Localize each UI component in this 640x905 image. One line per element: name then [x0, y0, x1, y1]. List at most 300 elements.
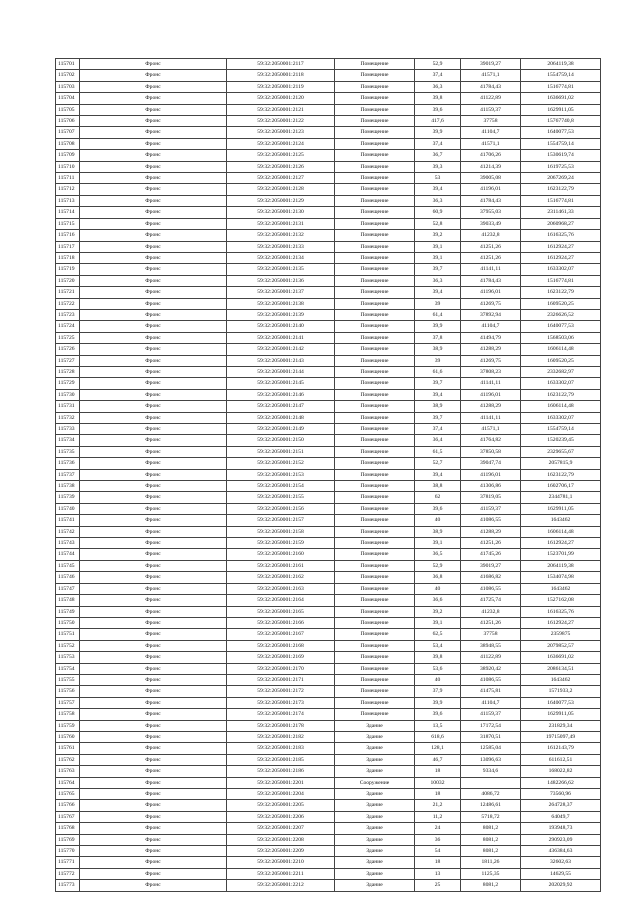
cadastral-number-cell: 59:32:2050001:2149 — [227, 424, 335, 435]
object-type-cell: Помещение — [335, 218, 415, 229]
specific-cost-cell: 41196,01 — [461, 469, 521, 480]
municipality-cell: Фронс — [80, 515, 227, 526]
object-type-cell: Помещение — [335, 515, 415, 526]
area-cell: 60,9 — [415, 207, 461, 218]
table-row — [56, 526, 601, 537]
specific-cost-cell: 8081,2 — [461, 880, 521, 891]
row-number: 115763 — [56, 766, 80, 777]
specific-cost-cell: 37808,23 — [461, 366, 521, 377]
municipality-cell: Фронс — [80, 321, 227, 332]
cadastral-value-cell: 1612924,27 — [521, 252, 601, 263]
area-cell: 61,6 — [415, 366, 461, 377]
area-cell: 39 — [415, 298, 461, 309]
municipality-cell: Фронс — [80, 492, 227, 503]
area-cell: 39,9 — [415, 321, 461, 332]
cadastral-value-cell: 1527162,08 — [521, 595, 601, 606]
object-type-cell: Помещение — [335, 549, 415, 560]
object-type-cell: Помещение — [335, 127, 415, 138]
table-row — [56, 720, 601, 731]
specific-cost-cell: 13096,63 — [461, 754, 521, 765]
specific-cost-cell: 12585,04 — [461, 743, 521, 754]
cadastral-number-cell: 59:32:2050001:2124 — [227, 138, 335, 149]
cadastral-number-cell: 59:32:2050001:2172 — [227, 686, 335, 697]
row-number: 115729 — [56, 378, 80, 389]
area-cell: 39,1 — [415, 252, 461, 263]
row-number: 115746 — [56, 572, 80, 583]
area-cell: 36,8 — [415, 572, 461, 583]
cadastral-number-cell: 59:32:2050001:2137 — [227, 287, 335, 298]
municipality-cell: Фронс — [80, 766, 227, 777]
row-number: 115739 — [56, 492, 80, 503]
table-row — [56, 241, 601, 252]
table-row — [56, 731, 601, 742]
cadastral-value-cell: 1623122,79 — [521, 184, 601, 195]
municipality-cell: Фронс — [80, 560, 227, 571]
object-type-cell: Здание — [335, 800, 415, 811]
cadastral-number-cell: 59:32:2050001:2120 — [227, 93, 335, 104]
cadastral-number-cell: 59:32:2050001:2148 — [227, 412, 335, 423]
specific-cost-cell: 37850,58 — [461, 446, 521, 457]
specific-cost-cell: 41104,7 — [461, 321, 521, 332]
municipality-cell: Фронс — [80, 720, 227, 731]
area-cell: 40 — [415, 674, 461, 685]
object-type-cell: Помещение — [335, 150, 415, 161]
specific-cost-cell: 8081,2 — [461, 846, 521, 857]
row-number: 115730 — [56, 389, 80, 400]
area-cell: 53,6 — [415, 663, 461, 674]
row-number: 115769 — [56, 834, 80, 845]
specific-cost-cell: 39047,74 — [461, 458, 521, 469]
cadastral-number-cell: 59:32:2050001:2141 — [227, 332, 335, 343]
municipality-cell: Фронс — [80, 777, 227, 788]
cadastral-number-cell: 59:32:2050001:2125 — [227, 150, 335, 161]
object-type-cell: Помещение — [335, 674, 415, 685]
cadastral-value-cell: 1534074,98 — [521, 572, 601, 583]
cadastral-number-cell: 59:32:2050001:2127 — [227, 173, 335, 184]
object-type-cell: Помещение — [335, 332, 415, 343]
cadastral-number-cell: 59:32:2050001:2154 — [227, 481, 335, 492]
cadastral-number-cell: 59:32:2050001:2212 — [227, 880, 335, 891]
table-row — [56, 344, 601, 355]
cadastral-value-cell: 15767740,8 — [521, 116, 601, 127]
specific-cost-cell: 41306,86 — [461, 481, 521, 492]
row-number: 115721 — [56, 287, 80, 298]
specific-cost-cell: 41784,43 — [461, 81, 521, 92]
cadastral-value-cell: 1643462 — [521, 674, 601, 685]
cadastral-value-cell: 2359875 — [521, 629, 601, 640]
cadastral-value-cell: 2060968,27 — [521, 218, 601, 229]
cadastral-number-cell: 59:32:2050001:2119 — [227, 81, 335, 92]
cadastral-value-cell: 1623122,79 — [521, 287, 601, 298]
municipality-cell: Фронс — [80, 674, 227, 685]
cadastral-number-cell: 59:32:2050001:2173 — [227, 697, 335, 708]
cadastral-number-cell: 59:32:2050001:2142 — [227, 344, 335, 355]
object-type-cell: Помещение — [335, 686, 415, 697]
area-cell: 37,4 — [415, 424, 461, 435]
specific-cost-cell: 1811,26 — [461, 857, 521, 868]
cadastral-number-cell: 59:32:2050001:2132 — [227, 230, 335, 241]
row-number: 115708 — [56, 138, 80, 149]
cadastral-number-cell: 59:32:2050001:2140 — [227, 321, 335, 332]
table-row — [56, 583, 601, 594]
object-type-cell: Здание — [335, 834, 415, 845]
cadastral-number-cell: 59:32:2050001:2201 — [227, 777, 335, 788]
cadastral-number-cell: 59:32:2050001:2156 — [227, 503, 335, 514]
cadastral-value-cell: 1612924,27 — [521, 617, 601, 628]
municipality-cell: Фронс — [80, 161, 227, 172]
municipality-cell: Фронс — [80, 230, 227, 241]
row-number: 115770 — [56, 846, 80, 857]
specific-cost-cell: 38948,55 — [461, 640, 521, 651]
object-type-cell: Здание — [335, 846, 415, 857]
table-row — [56, 503, 601, 514]
area-cell: 39,1 — [415, 538, 461, 549]
cadastral-value-cell: 1643462 — [521, 583, 601, 594]
specific-cost-cell: 39005,08 — [461, 173, 521, 184]
specific-cost-cell: 41269,75 — [461, 298, 521, 309]
cadastral-number-cell: 59:32:2050001:2117 — [227, 59, 335, 70]
table-row — [56, 252, 601, 263]
cadastral-number-cell: 59:32:2050001:2146 — [227, 389, 335, 400]
table-row — [56, 538, 601, 549]
cadastral-value-cell: 1633302,07 — [521, 378, 601, 389]
cadastral-value-cell: 1616325,76 — [521, 230, 601, 241]
municipality-cell: Фронс — [80, 663, 227, 674]
area-cell: 39,1 — [415, 617, 461, 628]
object-type-cell: Помещение — [335, 526, 415, 537]
specific-cost-cell: 41086,55 — [461, 674, 521, 685]
object-type-cell: Помещение — [335, 412, 415, 423]
cadastral-value-cell: 1629911,05 — [521, 709, 601, 720]
object-type-cell: Помещение — [335, 652, 415, 663]
row-number: 115707 — [56, 127, 80, 138]
cadastral-number-cell: 59:32:2050001:2186 — [227, 766, 335, 777]
object-type-cell: Помещение — [335, 617, 415, 628]
object-type-cell: Помещение — [335, 230, 415, 241]
row-number: 115725 — [56, 332, 80, 343]
area-cell: 39,8 — [415, 652, 461, 663]
table-row — [56, 640, 601, 651]
area-cell: 417,6 — [415, 116, 461, 127]
specific-cost-cell: 41159,37 — [461, 709, 521, 720]
row-number: 115732 — [56, 412, 80, 423]
area-cell: 39,9 — [415, 127, 461, 138]
municipality-cell: Фронс — [80, 412, 227, 423]
cadastral-number-cell: 59:32:2050001:2135 — [227, 264, 335, 275]
municipality-cell: Фронс — [80, 435, 227, 446]
table-row — [56, 572, 601, 583]
area-cell: 39,7 — [415, 378, 461, 389]
municipality-cell: Фронс — [80, 332, 227, 343]
table-row — [56, 777, 601, 788]
specific-cost-cell: 39019,27 — [461, 59, 521, 70]
cadastral-value-cell: 1602706,17 — [521, 481, 601, 492]
cadastral-value-cell: 64049,7 — [521, 811, 601, 822]
municipality-cell: Фронс — [80, 629, 227, 640]
cadastral-value-cell: 1640077,53 — [521, 127, 601, 138]
area-cell: 36,7 — [415, 150, 461, 161]
cadastral-number-cell: 59:32:2050001:2208 — [227, 834, 335, 845]
cadastral-value-cell: 1482266,62 — [521, 777, 601, 788]
area-cell: 37,4 — [415, 70, 461, 81]
row-number: 115741 — [56, 515, 80, 526]
specific-cost-cell: 37758 — [461, 116, 521, 127]
cadastral-number-cell: 59:32:2050001:2134 — [227, 252, 335, 263]
row-number: 115766 — [56, 800, 80, 811]
municipality-cell: Фронс — [80, 70, 227, 81]
municipality-cell: Фронс — [80, 538, 227, 549]
table-row — [56, 81, 601, 92]
cadastral-value-cell: 1643462 — [521, 515, 601, 526]
cadastral-value-cell: 168022,82 — [521, 766, 601, 777]
table-row — [56, 492, 601, 503]
area-cell: 52,9 — [415, 560, 461, 571]
area-cell: 62,5 — [415, 629, 461, 640]
object-type-cell: Помещение — [335, 138, 415, 149]
object-type-cell: Помещение — [335, 70, 415, 81]
municipality-cell: Фронс — [80, 173, 227, 184]
specific-cost-cell: 41745,26 — [461, 549, 521, 560]
table-row — [56, 697, 601, 708]
specific-cost-cell: 41571,1 — [461, 138, 521, 149]
table-row — [56, 629, 601, 640]
specific-cost-cell: 41475,81 — [461, 686, 521, 697]
object-type-cell: Помещение — [335, 424, 415, 435]
specific-cost-cell: 41141,11 — [461, 412, 521, 423]
specific-cost-cell: 41122,89 — [461, 652, 521, 663]
row-number: 115747 — [56, 583, 80, 594]
object-type-cell: Здание — [335, 857, 415, 868]
table-row — [56, 161, 601, 172]
cadastral-value-cell: 1516774,81 — [521, 195, 601, 206]
specific-cost-cell: 41141,11 — [461, 378, 521, 389]
table-row — [56, 366, 601, 377]
specific-cost-cell: 41196,01 — [461, 287, 521, 298]
cadastral-number-cell: 59:32:2050001:2129 — [227, 195, 335, 206]
cadastral-value-cell: 1629911,05 — [521, 503, 601, 514]
municipality-cell: Фронс — [80, 481, 227, 492]
specific-cost-cell: 41232,8 — [461, 606, 521, 617]
area-cell: 36,3 — [415, 195, 461, 206]
row-number: 115760 — [56, 731, 80, 742]
row-number: 115704 — [56, 93, 80, 104]
cadastral-number-cell: 59:32:2050001:2157 — [227, 515, 335, 526]
cadastral-value-cell: 1606114,48 — [521, 401, 601, 412]
specific-cost-cell: 12486,61 — [461, 800, 521, 811]
object-type-cell: Здание — [335, 789, 415, 800]
object-type-cell: Помещение — [335, 344, 415, 355]
object-type-cell: Помещение — [335, 435, 415, 446]
object-type-cell: Помещение — [335, 321, 415, 332]
row-number: 115726 — [56, 344, 80, 355]
row-number: 115717 — [56, 241, 80, 252]
specific-cost-cell: 8081,2 — [461, 834, 521, 845]
table-row — [56, 789, 601, 800]
municipality-cell: Фронс — [80, 127, 227, 138]
table-row — [56, 435, 601, 446]
municipality-cell: Фронс — [80, 401, 227, 412]
municipality-cell: Фронс — [80, 800, 227, 811]
specific-cost-cell: 38920,42 — [461, 663, 521, 674]
cadastral-number-cell: 59:32:2050001:2183 — [227, 743, 335, 754]
object-type-cell: Помещение — [335, 595, 415, 606]
municipality-cell: Фронс — [80, 252, 227, 263]
row-number: 115714 — [56, 207, 80, 218]
cadastral-number-cell: 59:32:2050001:2210 — [227, 857, 335, 868]
table-row — [56, 481, 601, 492]
table-row — [56, 59, 601, 70]
row-number: 115752 — [56, 640, 80, 651]
municipality-cell: Фронс — [80, 195, 227, 206]
area-cell: 21,2 — [415, 800, 461, 811]
specific-cost-cell: 41104,7 — [461, 127, 521, 138]
object-type-cell: Помещение — [335, 663, 415, 674]
cadastral-number-cell: 59:32:2050001:2138 — [227, 298, 335, 309]
cadastral-value-cell: 436384,63 — [521, 846, 601, 857]
row-number: 115754 — [56, 663, 80, 674]
cadastral-number-cell: 59:32:2050001:2168 — [227, 640, 335, 651]
municipality-cell: Фронс — [80, 207, 227, 218]
object-type-cell: Помещение — [335, 378, 415, 389]
table-row — [56, 560, 601, 571]
object-type-cell: Помещение — [335, 560, 415, 571]
municipality-cell: Фронс — [80, 743, 227, 754]
municipality-cell: Фронс — [80, 811, 227, 822]
table-row — [56, 811, 601, 822]
cadastral-value-cell: 1612143,79 — [521, 743, 601, 754]
object-type-cell: Здание — [335, 880, 415, 891]
area-cell: 39,3 — [415, 161, 461, 172]
cadastral-value-cell: 2332682,97 — [521, 366, 601, 377]
object-type-cell: Помещение — [335, 629, 415, 640]
cadastral-value-cell: 32602,63 — [521, 857, 601, 868]
cadastral-number-cell: 59:32:2050001:2143 — [227, 355, 335, 366]
municipality-cell: Фронс — [80, 606, 227, 617]
municipality-cell: Фронс — [80, 868, 227, 879]
specific-cost-cell: 41686,82 — [461, 572, 521, 583]
municipality-cell: Фронс — [80, 789, 227, 800]
cadastral-number-cell: 59:32:2050001:2166 — [227, 617, 335, 628]
row-number: 115723 — [56, 309, 80, 320]
area-cell: 36 — [415, 834, 461, 845]
table-row — [56, 674, 601, 685]
row-number: 115738 — [56, 481, 80, 492]
row-number: 115735 — [56, 446, 80, 457]
table-row — [56, 857, 601, 868]
row-number: 115745 — [56, 560, 80, 571]
municipality-cell: Фронс — [80, 754, 227, 765]
area-cell: 39 — [415, 355, 461, 366]
cadastral-number-cell: 59:32:2050001:2209 — [227, 846, 335, 857]
specific-cost-cell: 37892,94 — [461, 309, 521, 320]
area-cell: 40 — [415, 515, 461, 526]
specific-cost-cell: 41784,43 — [461, 275, 521, 286]
specific-cost-cell: 39019,27 — [461, 560, 521, 571]
cadastral-value-cell: 73560,96 — [521, 789, 601, 800]
area-cell: 39,6 — [415, 104, 461, 115]
cadastral-table — [55, 58, 601, 892]
area-cell: 52,7 — [415, 458, 461, 469]
object-type-cell: Здание — [335, 766, 415, 777]
specific-cost-cell: 39033,49 — [461, 218, 521, 229]
table-row — [56, 469, 601, 480]
object-type-cell: Помещение — [335, 458, 415, 469]
municipality-cell: Фронс — [80, 469, 227, 480]
row-number: 115759 — [56, 720, 80, 731]
municipality-cell: Фронс — [80, 218, 227, 229]
row-number: 115713 — [56, 195, 80, 206]
cadastral-number-cell: 59:32:2050001:2164 — [227, 595, 335, 606]
cadastral-value-cell: 1623122,79 — [521, 389, 601, 400]
cadastral-value-cell: 2064119,38 — [521, 560, 601, 571]
cadastral-number-cell: 59:32:2050001:2150 — [227, 435, 335, 446]
specific-cost-cell: 17172,54 — [461, 720, 521, 731]
cadastral-number-cell: 59:32:2050001:2204 — [227, 789, 335, 800]
object-type-cell: Помещение — [335, 252, 415, 263]
specific-cost-cell: 41571,1 — [461, 70, 521, 81]
municipality-cell: Фронс — [80, 366, 227, 377]
area-cell: 18 — [415, 857, 461, 868]
row-number: 115756 — [56, 686, 80, 697]
area-cell: 39,4 — [415, 287, 461, 298]
specific-cost-cell: 41086,55 — [461, 515, 521, 526]
cadastral-number-cell: 59:32:2050001:2159 — [227, 538, 335, 549]
cadastral-value-cell: 1612924,27 — [521, 241, 601, 252]
specific-cost-cell: 41784,43 — [461, 195, 521, 206]
area-cell: 39,4 — [415, 469, 461, 480]
municipality-cell: Фронс — [80, 59, 227, 70]
area-cell: 36,4 — [415, 435, 461, 446]
cadastral-value-cell: 1609520,25 — [521, 298, 601, 309]
specific-cost-cell: 41288,29 — [461, 401, 521, 412]
municipality-cell: Фронс — [80, 503, 227, 514]
object-type-cell: Помещение — [335, 492, 415, 503]
table-row — [56, 207, 601, 218]
cadastral-value-cell: 2079852,57 — [521, 640, 601, 651]
area-cell: 39,6 — [415, 503, 461, 514]
object-type-cell: Помещение — [335, 469, 415, 480]
row-number: 115737 — [56, 469, 80, 480]
municipality-cell: Фронс — [80, 834, 227, 845]
specific-cost-cell: 41288,29 — [461, 344, 521, 355]
cadastral-value-cell: 1640077,53 — [521, 697, 601, 708]
municipality-cell: Фронс — [80, 275, 227, 286]
municipality-cell: Фронс — [80, 309, 227, 320]
row-number: 115767 — [56, 811, 80, 822]
cadastral-number-cell: 59:32:2050001:2205 — [227, 800, 335, 811]
area-cell: 39,9 — [415, 697, 461, 708]
object-type-cell: Помещение — [335, 503, 415, 514]
row-number: 115734 — [56, 435, 80, 446]
table-row — [56, 652, 601, 663]
row-number: 115709 — [56, 150, 80, 161]
table-row — [56, 230, 601, 241]
cadastral-value-cell: 264728,37 — [521, 800, 601, 811]
cadastral-value-cell: 1633302,07 — [521, 264, 601, 275]
specific-cost-cell: 41141,11 — [461, 264, 521, 275]
cadastral-number-cell: 59:32:2050001:2126 — [227, 161, 335, 172]
area-cell: 13 — [415, 868, 461, 879]
row-number: 115768 — [56, 823, 80, 834]
cadastral-value-cell: 1606114,48 — [521, 344, 601, 355]
cadastral-number-cell: 59:32:2050001:2161 — [227, 560, 335, 571]
table-row — [56, 846, 601, 857]
row-number: 115753 — [56, 652, 80, 663]
cadastral-value-cell: 1554759,14 — [521, 424, 601, 435]
table-row — [56, 298, 601, 309]
cadastral-value-cell: 1629911,05 — [521, 104, 601, 115]
table-row — [56, 743, 601, 754]
